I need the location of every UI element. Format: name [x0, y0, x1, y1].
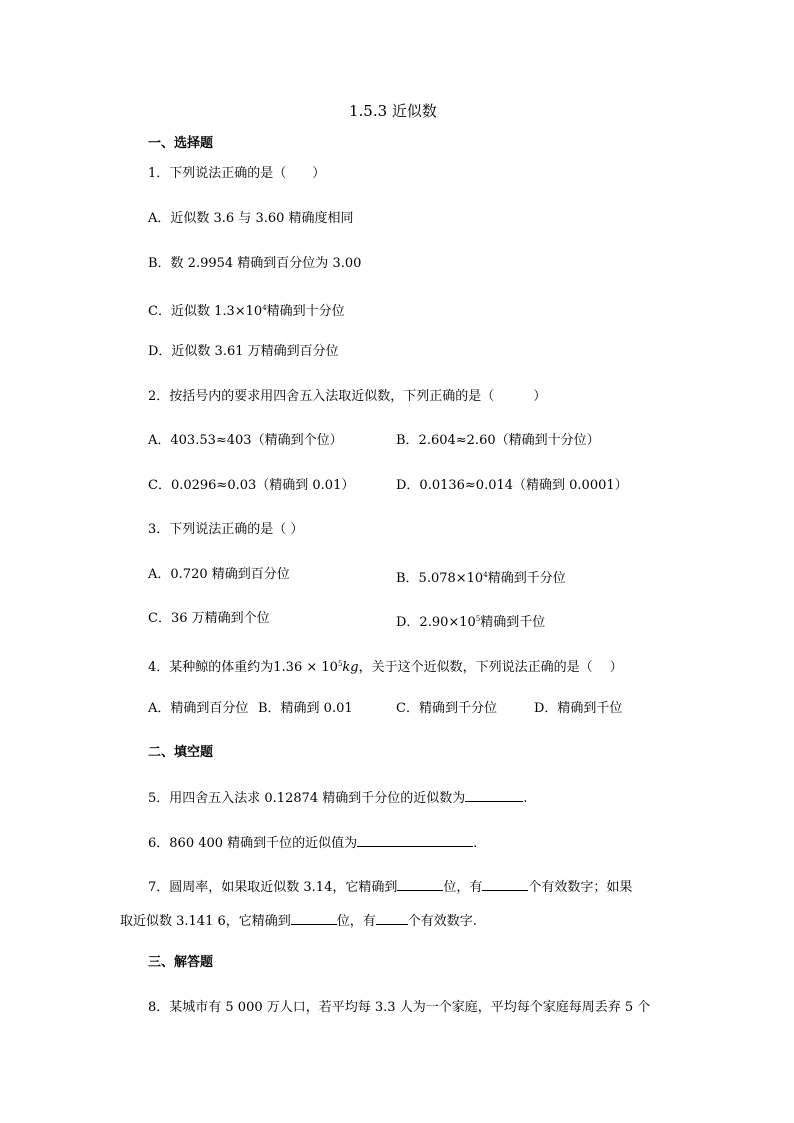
question-2-stem: 2．按括号内的要求用四舍五入法取近似数，下列正确的是（ ）: [148, 389, 547, 404]
question-4-stem: [148, 655, 623, 677]
question-6-text: 6．860 400 精确到千位的近似值为: [148, 836, 358, 851]
question-5-text: 5．用四舍五入法求 0.12874 精确到千分位的近似数为: [148, 791, 466, 806]
answer-blank[interactable]: [465, 788, 523, 802]
question-3-stem: 3．下列说法正确的是（ ）: [148, 522, 304, 537]
question-1-option-a: A．近似数 3.6 与 3.60 精确度相同: [148, 211, 354, 226]
exponent: 5: [337, 660, 343, 668]
section-heading-answer: 三、解答题: [148, 955, 214, 970]
question-2-option-d: D．0.0136≈0.014（精确到 0.0001）: [396, 478, 628, 493]
question-7-text-5: 位，有: [336, 914, 376, 929]
question-4-option-a: A．精确到百分位: [148, 701, 249, 716]
question-7-text-6: 个有效数字.: [407, 914, 477, 929]
exponent: 4: [262, 304, 267, 312]
question-3-option-b: [396, 566, 566, 588]
question-3-option-c: C．36 万精确到个位: [148, 611, 270, 626]
page-title: 1.5.3 近似数: [349, 102, 437, 120]
question-4-stem-text: 4．某种鲸的体重约为: [148, 660, 274, 675]
question-2-option-a: A．403.53≈403（精确到个位）: [148, 433, 343, 448]
math-unit: kg: [342, 660, 359, 675]
question-7-line-2: [120, 911, 477, 931]
question-2-option-c: C．0.0296≈0.03（精确到 0.01）: [148, 478, 355, 493]
question-1-option-c-suffix: 精确到十分位: [266, 304, 345, 319]
answer-blank[interactable]: [397, 877, 443, 891]
question-5-end: .: [523, 791, 528, 806]
answer-blank[interactable]: [376, 911, 408, 925]
question-1-option-c: [148, 299, 345, 321]
question-1-stem: 1．下列说法正确的是（ ）: [148, 166, 326, 181]
answer-blank[interactable]: [482, 877, 528, 891]
question-8-line-1: 8．某城市有 5 000 万人口，若平均每 3.3 人为一个家庭，平均每个家庭每周丢弃 5 个: [148, 1000, 651, 1015]
question-4-option-d: D．精确到千位: [534, 701, 623, 716]
exponent: 5: [475, 615, 481, 623]
question-3-option-d-text: D．2.90×10: [396, 615, 476, 630]
math-number: 1.36 × 10: [273, 660, 338, 675]
exponent: 4: [483, 571, 488, 579]
question-2-option-b: B．2.604≈2.60（精确到十分位）: [396, 433, 600, 448]
question-5: [148, 788, 527, 808]
section-heading-choice: 一、选择题: [148, 136, 214, 151]
question-7-text-3: 个有效数字；如果: [528, 880, 633, 895]
question-7-text-2: 位，有: [443, 880, 483, 895]
question-3-option-d-suffix: 精确到千位: [480, 615, 546, 630]
question-7-line-1: [148, 877, 632, 897]
question-3-option-a: A．0.720 精确到百分位: [148, 567, 290, 582]
question-4-option-b: B．精确到 0.01: [258, 701, 353, 716]
question-4-stem-suffix: ，关于这个近似数，下列说法正确的是（ ）: [358, 660, 623, 675]
answer-blank[interactable]: [291, 911, 337, 925]
section-heading-fill: 二、填空题: [148, 745, 214, 760]
question-3-option-b-suffix: 精确到千分位: [487, 571, 566, 586]
question-7-text-4: 取近似数 3.141 6，它精确到: [120, 914, 291, 929]
question-1-option-c-text: C．近似数 1.3×10: [148, 304, 263, 319]
question-3-option-d: [396, 610, 545, 632]
question-3-option-b-text: B．5.078×10: [396, 571, 484, 586]
answer-blank[interactable]: [357, 833, 473, 847]
question-6: [148, 833, 477, 853]
math-expression: [273, 660, 358, 675]
question-7-text-1: 7．圆周率，如果取近似数 3.14，它精确到: [148, 880, 398, 895]
question-4-option-c: C．精确到千分位: [396, 701, 497, 716]
question-1-option-d: D．近似数 3.61 万精确到百分位: [148, 344, 339, 359]
question-6-end: .: [473, 836, 478, 851]
question-1-option-b: B．数 2.9954 精确到百分位为 3.00: [148, 256, 362, 271]
